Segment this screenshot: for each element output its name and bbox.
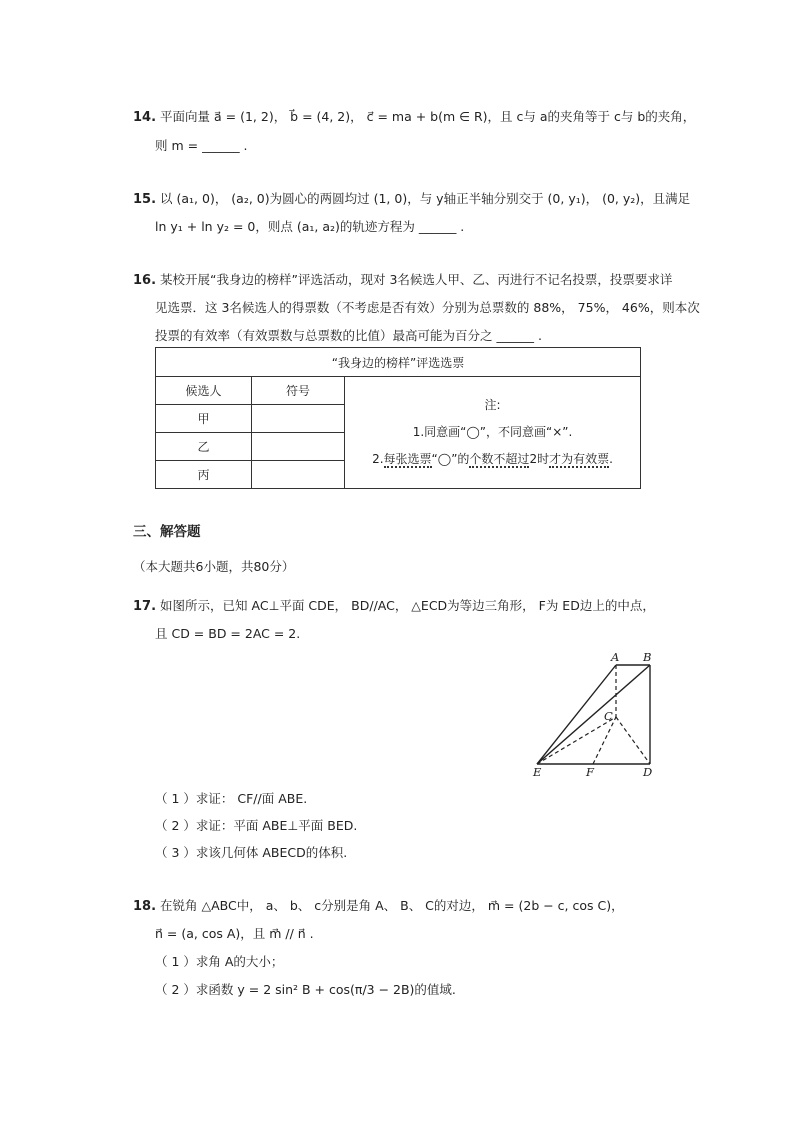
question-18-part-2: （ 2 ）求函数 y = 2 sin² B + cos(π/3 − 2B)的值域. [155,982,456,997]
question-14-line-2: 则 m = ______ . [155,138,248,153]
label-C: C [604,709,613,723]
note-title: 注: [484,398,501,412]
label-B: B [643,650,652,664]
geometry-figure [525,645,665,780]
emphasis-dots: 每张选票 [383,452,432,466]
edge-CD [616,717,650,764]
ballot-table [155,347,641,489]
edge-EB [537,665,650,764]
question-16-line-3: 投票的有效率（有效票数与总票数的比值）最高可能为百分之 ______ . [155,328,542,343]
question-17-line-2: 且 CD = BD = 2AC = 2. [155,626,301,641]
section-title: 三、解答题 [133,524,201,540]
label-E: E [533,765,542,779]
question-17-line-1 [133,596,655,614]
ballot-note [345,377,641,489]
question-14-line-1 [133,107,695,125]
question-number: 18. [133,899,157,914]
question-text: 如图所示，已知 AC⊥平面 CDE， BD//AC， △ECD为等边三角形， F为 ED边上的中点， [160,598,655,613]
question-text: 平面向量 a⃗ = (1, 2)， b⃗ = (4, 2)， c⃗ = ma + b(m ∈ R)，且 c与 a的夹角等于 c与 b的夹角， [160,109,696,124]
emphasis-dots: 才为有效票 [549,452,610,466]
label-D: D [643,765,653,779]
edge-EC [537,717,616,764]
question-17-part-3: （ 3 ）求该几何体 ABECD的体积. [155,845,348,860]
question-number: 16. [133,273,157,288]
question-18-line-1 [133,896,624,914]
question-17-part-1: （ 1 ）求证： CF//面 ABE. [155,791,308,806]
note-rule-1: 1.同意画“◯”，不同意画“×”. [412,425,573,439]
question-number: 14. [133,110,157,125]
label-A: A [611,650,620,664]
note-rule-2: 2.每张选票“◯”的个数不超过2时才为有效票. [372,452,613,466]
candidate-cell: 甲 [156,405,252,433]
question-16-line-1 [133,270,672,288]
column-header-candidate: 候选人 [156,377,252,405]
question-15-line-1 [133,189,690,207]
column-header-symbol: 符号 [252,377,345,405]
emphasis-dots: 个数不超过 [469,452,530,466]
question-text: 在锐角 △ABC中， a、 b、 c分别是角 A、 B、 C的对边， m⃗ = (2b − c, cos C)， [160,898,624,913]
question-text: 某校开展“我身边的榜样”评选活动，现对 3名候选人甲、乙、丙进行不记名投票，投票要求详 [160,272,673,287]
question-15-line-2: ln y₁ + ln y₂ = 0，则点 (a₁, a₂)的轨迹方程为 ______ . [155,219,465,234]
candidate-cell: 乙 [156,433,252,461]
symbol-cell [252,461,345,489]
section-subtitle: （本大题共6小题，共80分） [133,559,295,574]
question-text: 以 (a₁, 0)， (a₂, 0)为圆心的两圆均过 (1, 0)，与 y轴正半轴分别交于 (0, y₁)， (0, y₂)，且满足 [160,191,691,206]
symbol-cell [252,433,345,461]
candidate-cell: 丙 [156,461,252,489]
question-18-part-1: （ 1 ）求角 A的大小； [155,954,284,969]
label-F: F [586,765,594,779]
question-number: 15. [133,192,157,207]
question-number: 17. [133,599,157,614]
question-18-line-2: n⃗ = (a, cos A)，且 m⃗ // n⃗ . [155,926,314,941]
question-17-part-2: （ 2 ）求证：平面 ABE⊥平面 BED. [155,818,358,833]
symbol-cell [252,405,345,433]
ballot-title: “我身边的榜样”评选选票 [156,348,641,377]
question-16-line-2: 见选票．这 3名候选人的得票数（不考虑是否有效）分别为总票数的 88%， 75%， 46%，则本次 [155,300,700,315]
